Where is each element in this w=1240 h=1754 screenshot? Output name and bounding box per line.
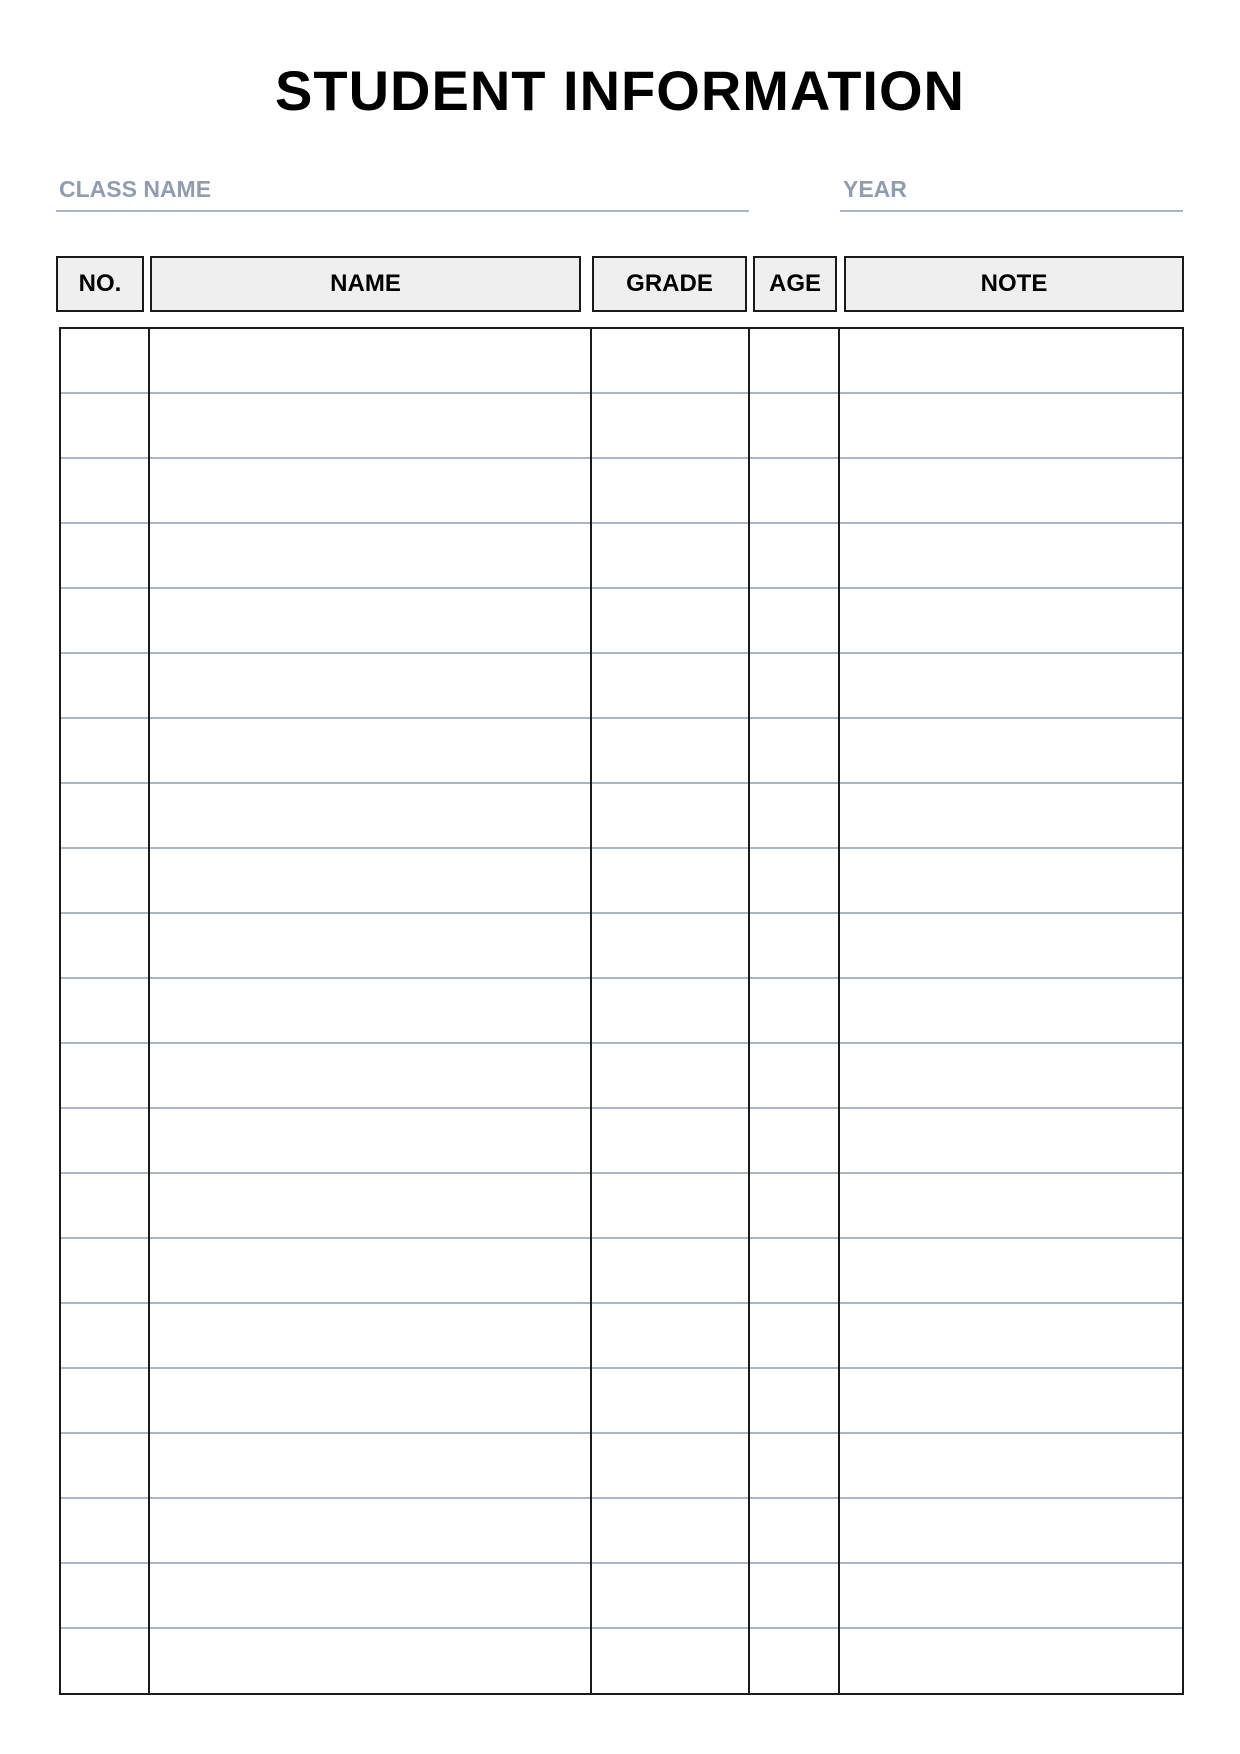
header-grade: GRADE — [592, 256, 747, 312]
table-row[interactable] — [61, 1499, 1182, 1564]
table-row[interactable] — [61, 524, 1182, 589]
table-row[interactable] — [61, 459, 1182, 524]
class-name-label: CLASS NAME — [59, 176, 212, 202]
table-row[interactable] — [61, 784, 1182, 849]
table-row[interactable] — [61, 394, 1182, 459]
table-row[interactable] — [61, 979, 1182, 1044]
table-row[interactable] — [61, 914, 1182, 979]
year-label: YEAR — [843, 176, 907, 202]
table-row[interactable] — [61, 719, 1182, 784]
column-divider — [838, 329, 840, 1693]
header-note: NOTE — [844, 256, 1184, 312]
table-row[interactable] — [61, 1369, 1182, 1434]
table-row[interactable] — [61, 1109, 1182, 1174]
table-row[interactable] — [61, 1434, 1182, 1499]
table-row[interactable] — [61, 1044, 1182, 1109]
table-row[interactable] — [61, 849, 1182, 914]
page-title: STUDENT INFORMATION — [275, 59, 965, 122]
column-divider — [590, 329, 592, 1693]
table-row[interactable] — [61, 1174, 1182, 1239]
column-divider — [748, 329, 750, 1693]
table-row[interactable] — [61, 654, 1182, 719]
table-row[interactable] — [61, 1304, 1182, 1369]
table-row[interactable] — [61, 1239, 1182, 1304]
table-row[interactable] — [61, 329, 1182, 394]
header-no: NO. — [56, 256, 144, 312]
year-field[interactable] — [840, 174, 1183, 212]
header-name: NAME — [150, 256, 581, 312]
table-row[interactable] — [61, 589, 1182, 654]
column-divider — [148, 329, 150, 1693]
student-table — [59, 327, 1184, 1695]
table-row[interactable] — [61, 1629, 1182, 1694]
header-age: AGE — [753, 256, 837, 312]
class-name-field[interactable] — [56, 174, 749, 212]
table-row[interactable] — [61, 1564, 1182, 1629]
